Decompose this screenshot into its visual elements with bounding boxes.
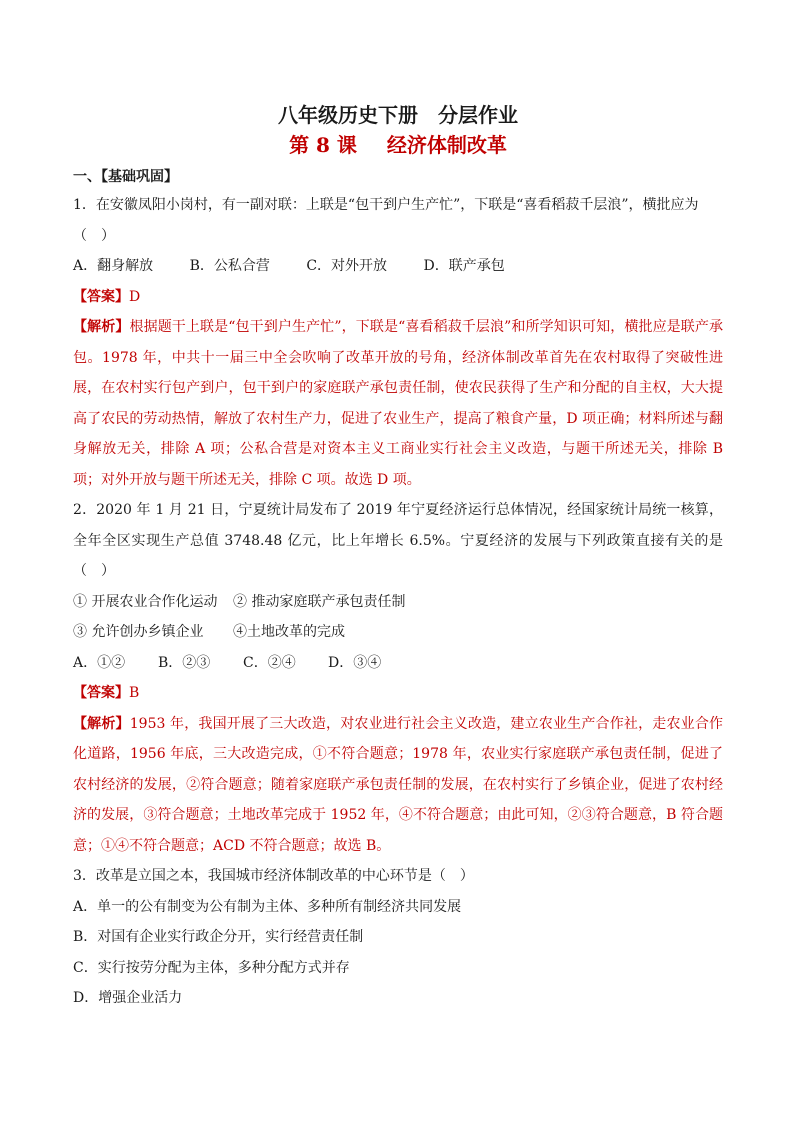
analysis-tag: 【解析】 <box>73 319 130 335</box>
answer-tag: 【答案】 <box>73 288 129 305</box>
option-c: C．②④ <box>243 654 296 671</box>
option-d: D．联产承包 <box>423 258 505 274</box>
option-c: C．对外开放 <box>306 258 388 274</box>
statement-1: ① 开展农业合作化运动 <box>73 593 218 610</box>
analysis-text: ；1978 年，农业实行家庭联产承包责任制，促进了农村经济的发展，②符合题意；随着家庭联产承包责任制的发展，在农村实行了乡镇企业，促进了农村经济的发展， <box>73 746 723 823</box>
option-a: A．①② <box>73 654 126 671</box>
document-page <box>73 100 723 1014</box>
question-1-stem: 1．在安徽凤阳小岗村，有一副对联：上联是“包干到户生产忙”，下联是“喜看稻菽千层浪”，横批应为 <box>73 197 699 213</box>
option-b: B．②③ <box>158 654 211 671</box>
answer-tag: 【答案】 <box>73 685 129 701</box>
option-b: B．公私合营 <box>189 258 270 274</box>
lesson-title <box>73 130 723 160</box>
statement-3: ③ 允许创办乡镇企业 <box>73 624 204 640</box>
question-2-options <box>73 648 723 679</box>
question-3-option-d: D．增强企业活力 <box>73 990 183 1006</box>
option-d: D．③④ <box>328 654 382 671</box>
analysis-quote: “喜看稻菽千层浪” <box>398 319 512 335</box>
analysis-text: 1953 年，我国开展了三大改造，对农业进行社会主义改造，建立农业生产合作社，走农业合作化道路，1956 年底，三大改造完成， <box>73 715 724 762</box>
statement-2: ② 推动家庭联产承包责任制 <box>233 593 406 610</box>
analysis-tag: 【解析】 <box>73 715 130 732</box>
analysis-text: ，下联是 <box>341 319 399 335</box>
answer-value: B <box>129 685 140 701</box>
question-2-items-row-1 <box>73 587 723 618</box>
question-1-analysis <box>73 312 723 495</box>
lesson-number: 第 8 课 <box>289 133 357 157</box>
analysis-text: 题意；ACD 不符合题意；故选 B。 <box>171 837 391 854</box>
question-2-analysis <box>73 709 723 862</box>
analysis-text: ①不符合题意 <box>312 746 399 762</box>
document-title: 八年级历史下册 分层作业 <box>278 103 518 127</box>
statement-4: ④土地改革的完成 <box>233 624 345 640</box>
question-2-items-row-2 <box>73 617 723 648</box>
analysis-text: ；土地改革完成于 1952 年， <box>213 807 399 823</box>
analysis-text: 根据题干上联是 <box>129 319 229 335</box>
question-3-stem: 3．改革是立国之本，我国城市经济体制改革的中心环节是（ ） <box>73 868 474 884</box>
question-3-option-c: C．实行按劳分配为主体，多种分配方式并存 <box>73 959 350 976</box>
lesson-topic: 经济体制改革 <box>386 133 507 157</box>
section-heading: 一、【基础巩固】 <box>73 169 178 185</box>
analysis-text: ，B 符合题意； <box>73 807 724 854</box>
analysis-quote: “包干到户生产忙” <box>228 319 342 335</box>
question-1-options <box>73 251 723 282</box>
analysis-text: ②③符合题意 <box>567 807 653 823</box>
analysis-text: ③符合题意 <box>143 807 214 823</box>
analysis-text: ④不符合题意 <box>398 807 484 823</box>
question-3-option-b: B．对国有企业实行政企分开，实行经营责任制 <box>73 929 364 945</box>
analysis-text: ；由此可知， <box>483 807 568 823</box>
question-2-answer <box>73 678 723 709</box>
analysis-text: 和所学知识可知，横批应是联产承包。1978 年，中共十一届三中全会吹响了改革开放的号角，经济体制改革首先在农村取得了突破性进展，在农村实行包产到户，包干到户的家庭联产承包责任制，使农民获得了生产和分配的自主权，大大提高了农民的劳动热情，解放了农村生产力，促进了农业生产，提高了粮食产量，D 项正确；材料所述与翻身解放无关，排除 A 项；公私合营是对资本主义工商业实行社会主义改造，与题干所述无关，排除 B 项；对外开放与题干所述无关，排除 C 项。故选 D 项。 <box>73 319 724 488</box>
analysis-text: ①④不符合 <box>101 837 171 854</box>
option-a: A．翻身解放 <box>73 258 154 274</box>
question-1-answer <box>73 282 723 313</box>
question-1-blank: （ ） <box>73 227 115 244</box>
question-3-option-a: A．单一的公有制变为公有制为主体、多种所有制经济共同发展 <box>73 898 462 915</box>
answer-value: D <box>129 288 141 305</box>
question-2-stem: 2．2020 年 1 月 21 日，宁夏统计局发布了 2019 年宁夏经济运行总体情况，经国家统计局统一核算，全年全区实现生产总值 3748.48 亿元，比上年增长 6.5%。宁夏经济的发展与下列政策直接有关的是（ ） <box>73 502 723 579</box>
